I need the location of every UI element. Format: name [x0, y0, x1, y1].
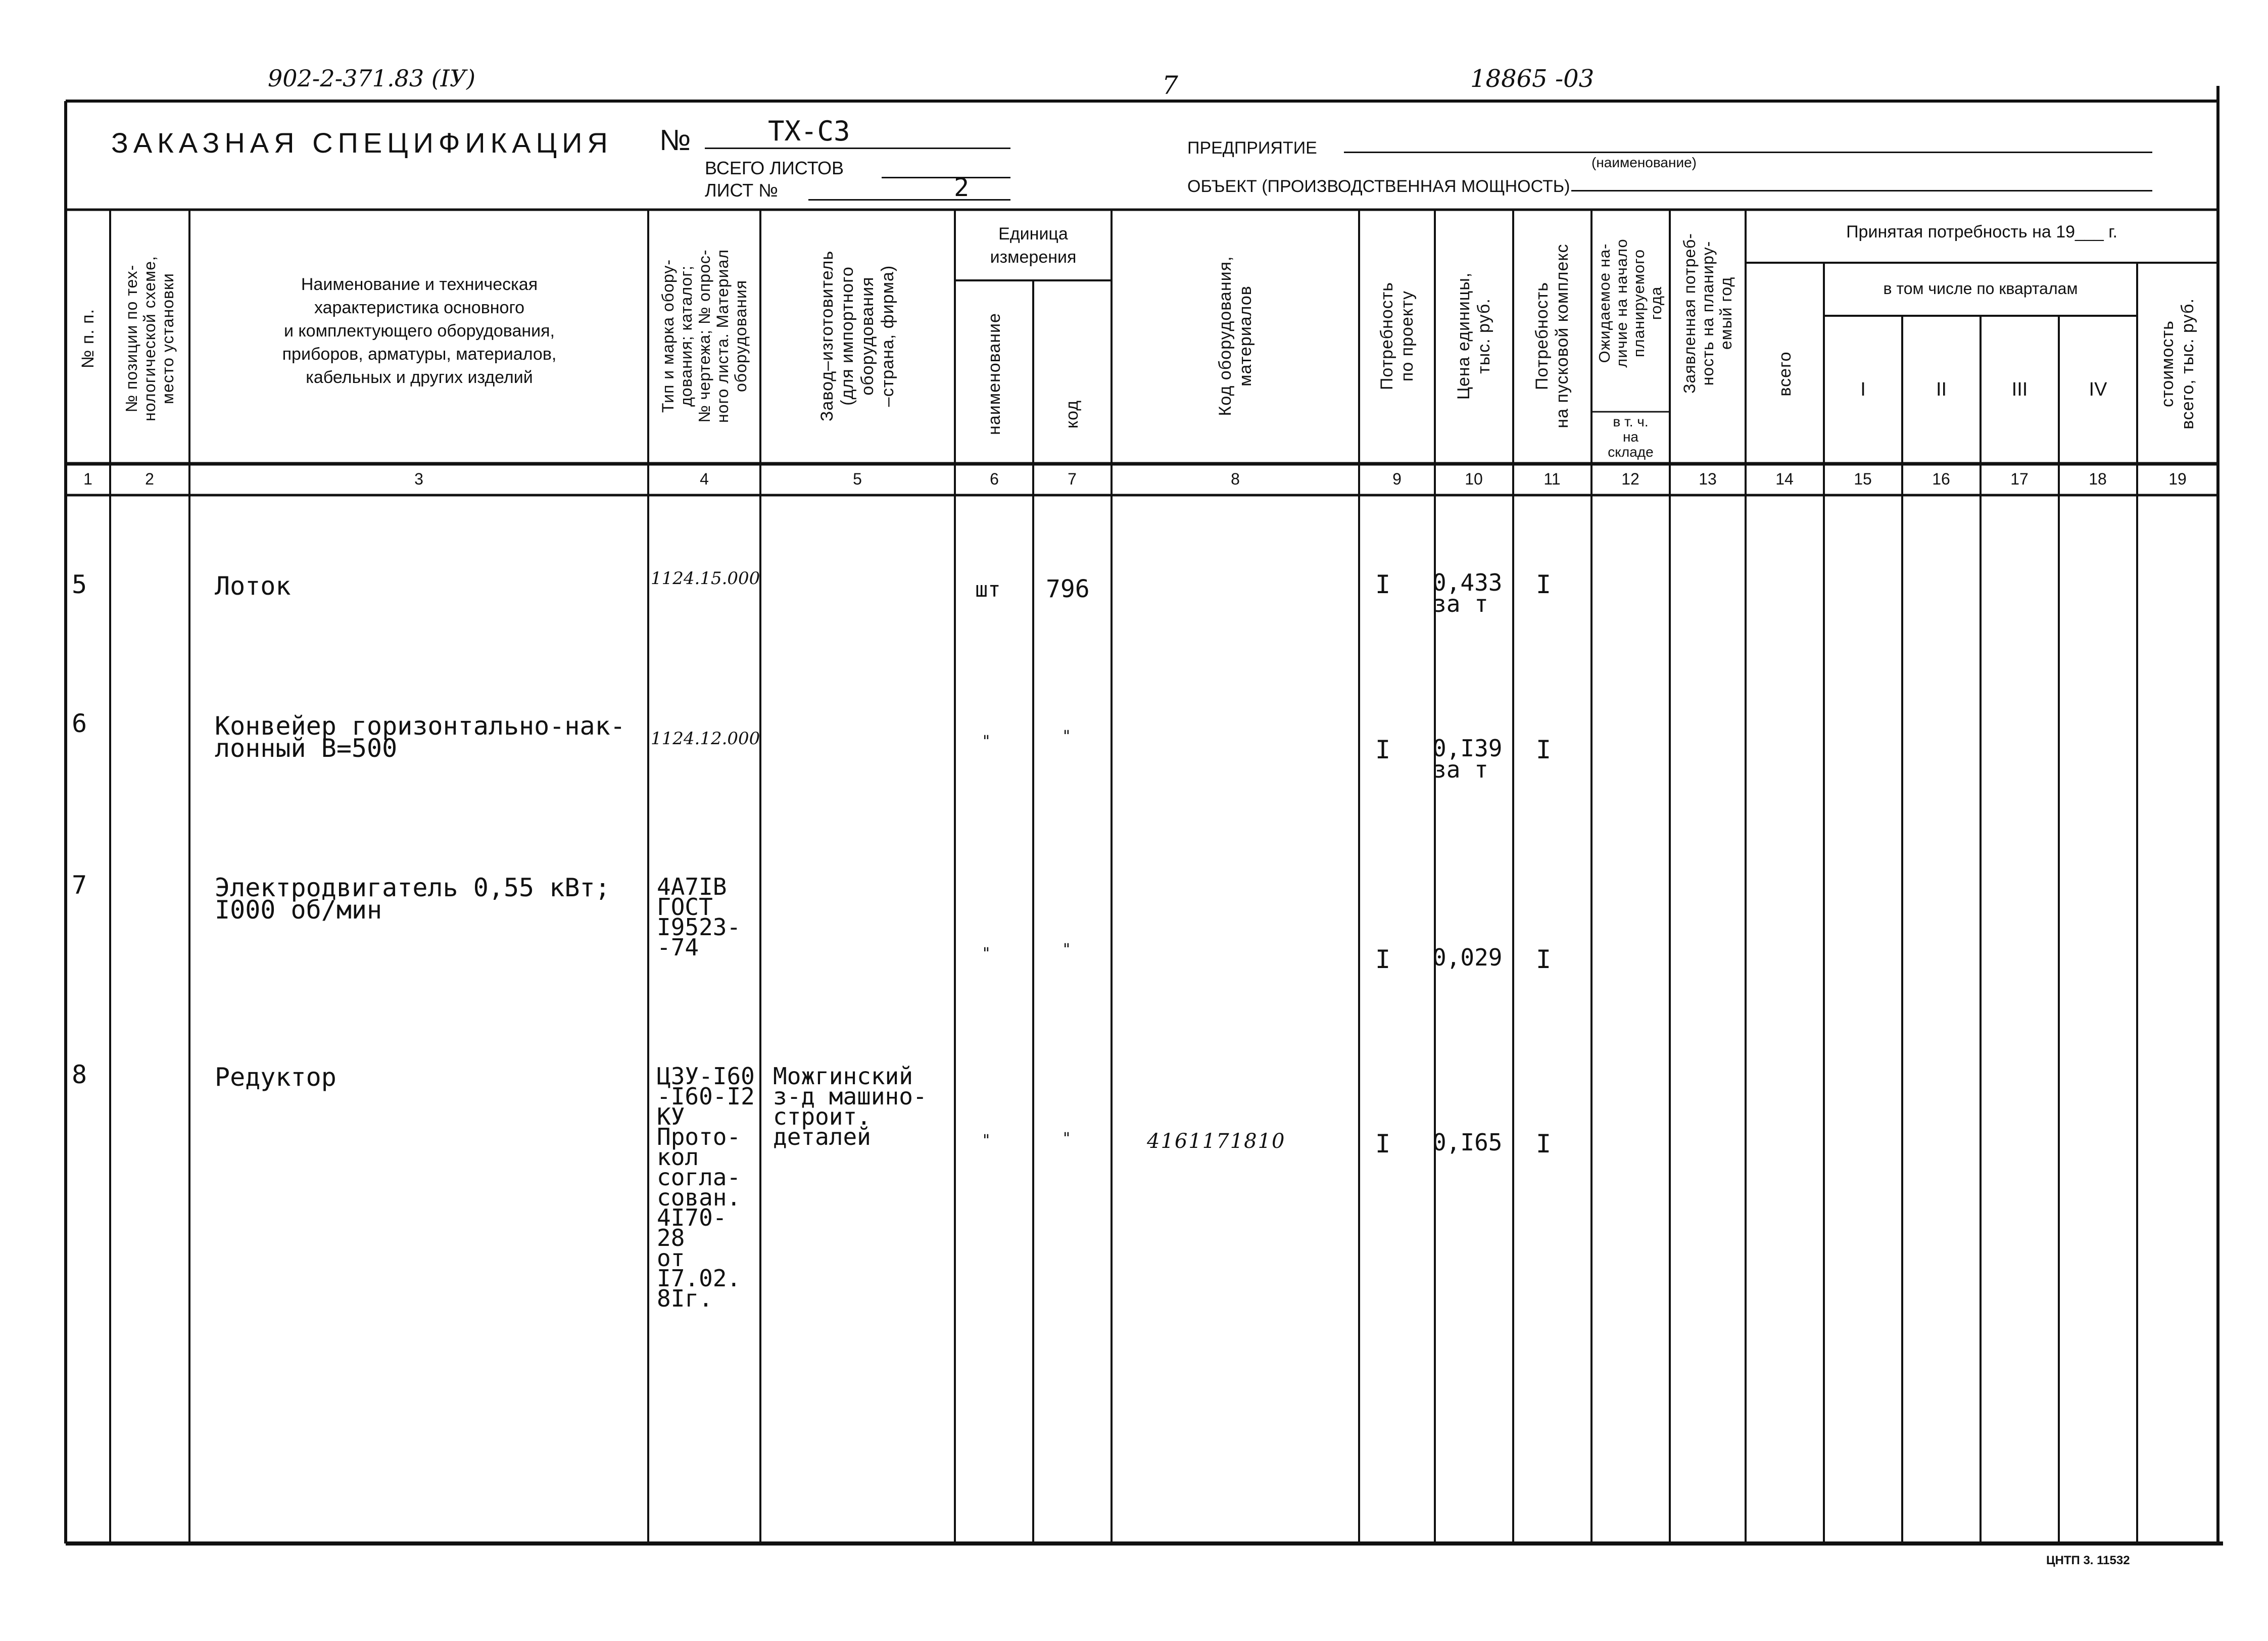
column-number-16: 16: [1932, 470, 1950, 488]
column-number-9: 9: [1392, 470, 1402, 488]
header-col-7: код: [1063, 400, 1082, 429]
header-col-10: Цена единицы, тыс. руб.: [1454, 272, 1493, 400]
header-col-8: Код оборудования, материалов: [1216, 256, 1255, 416]
row-7-unit: ": [982, 945, 991, 962]
row-8-price: 0,I65: [1432, 1129, 1503, 1156]
row-8-start: I: [1536, 1129, 1552, 1159]
row-6-unit: ": [982, 733, 991, 750]
row-5-code: 796: [1046, 575, 1090, 603]
header-quarter-3: III: [2011, 379, 2028, 400]
header-col-9: Потребность по проекту: [1377, 281, 1417, 391]
header-col-13: Заявленная потреб- ность на планиру- емый год: [1680, 233, 1735, 394]
header-col-4: Тип и марка обору- дования; каталог; № чертежа; № опрос- ного листа. Материал оборудования: [659, 249, 750, 423]
column-number-11: 11: [1543, 470, 1561, 488]
row-7-name: Электродвигатель 0,55 кВт; I000 об/мин: [215, 873, 610, 925]
document-code: 902-2-371.83 (IУ): [268, 65, 476, 92]
header-unit-group: Единица измерения: [990, 224, 1077, 267]
header-quarters: в том числе по кварталам: [1883, 279, 2078, 298]
spec-title: ЗАКАЗНАЯ СПЕЦИФИКАЦИЯ: [111, 127, 613, 159]
document-id: 18865 -03: [1470, 65, 1595, 93]
row-7-type: 4А7IВ ГОСТ I9523- -74: [657, 873, 741, 961]
row-7-code: ": [1062, 941, 1072, 958]
column-number-2: 2: [145, 470, 154, 488]
row-8-need: I: [1375, 1129, 1391, 1159]
name-hint: (наименование): [1591, 155, 1697, 170]
header-col-1: № п. п.: [78, 308, 98, 369]
row-8-equip-code: 4161171810: [1147, 1130, 1286, 1153]
row-8-code: ": [1062, 1130, 1072, 1147]
page-number: 7: [1162, 71, 1178, 100]
header-accepted: Принятая потребность на 19___ г.: [1846, 222, 2117, 242]
sheet-number: 2: [954, 173, 970, 202]
column-number-15: 15: [1854, 470, 1872, 488]
row-7-price: 0,029: [1432, 944, 1503, 971]
enterprise-label: ПРЕДПРИЯТИЕ: [1187, 138, 1317, 158]
row-5-start: I: [1536, 570, 1552, 599]
total-sheets-label: ВСЕГО ЛИСТОВ: [705, 158, 844, 178]
row-6-type: 1124.12.000: [651, 729, 760, 749]
row-8-maker: Можгинский з-д машино- строит. деталей: [773, 1063, 927, 1150]
header-col-19: стоимость всего, тыс. руб.: [2158, 298, 2197, 429]
number-sign: №: [659, 124, 691, 157]
header-quarter-4: IV: [2089, 379, 2107, 400]
row-7-need: I: [1375, 945, 1391, 974]
sheet-label: ЛИСТ №: [705, 180, 778, 201]
header-col-11: Потребность на пусковой комплекс: [1532, 244, 1572, 428]
column-number-10: 10: [1465, 470, 1483, 488]
row-5-name: Лоток: [215, 571, 291, 601]
column-number-19: 19: [2168, 470, 2187, 488]
header-col-5: Завод–изготовитель (для импортного оборудования –страна, фирма): [817, 250, 897, 422]
object-label: ОБЪЕКТ (ПРОИЗВОДСТВЕННАЯ МОЩНОСТЬ): [1187, 177, 1570, 196]
row-8-number: 8: [72, 1060, 87, 1089]
column-number-18: 18: [2089, 470, 2107, 488]
row-6-start: I: [1536, 735, 1552, 764]
row-6-number: 6: [72, 709, 87, 738]
header-col-6: наименование: [985, 313, 1004, 435]
column-number-8: 8: [1231, 470, 1240, 488]
header-col-12: Ожидаемое на- личие на начало планируемого года: [1596, 238, 1665, 368]
spec-number: ТХ-С3: [768, 115, 850, 147]
row-5-number: 5: [72, 570, 87, 599]
header-quarter-1: I: [1860, 379, 1866, 400]
row-6-name: Конвейер горизонтально-нак- лонный В=500: [215, 711, 625, 763]
footer-stamp: ЦНТП 3. 11532: [2046, 1554, 2130, 1567]
column-number-7: 7: [1068, 470, 1077, 488]
row-7-start: I: [1536, 945, 1552, 974]
row-6-price: 0,I39 за т: [1432, 735, 1503, 783]
column-number-12: 12: [1621, 470, 1639, 488]
row-6-need: I: [1375, 735, 1391, 764]
header-col-12-stock: в т. ч. на складе: [1608, 414, 1654, 460]
header-col-14: всего: [1775, 351, 1795, 397]
row-6-code: ": [1062, 728, 1072, 745]
row-7-number: 7: [72, 871, 87, 900]
header-col-3: Наименование и техническая характеристика основного и комплектующего оборудования, приборов, арматуры, материалов, кабельных и других изделий: [282, 275, 557, 387]
column-number-13: 13: [1699, 470, 1717, 488]
column-number-17: 17: [2010, 470, 2029, 488]
row-5-unit: шт: [975, 577, 1001, 602]
column-number-5: 5: [853, 470, 862, 488]
column-number-6: 6: [990, 470, 999, 488]
column-number-4: 4: [700, 470, 709, 488]
column-number-14: 14: [1775, 470, 1794, 488]
header-col-2: № позиции по тех- нологической схеме, место установки: [122, 256, 177, 421]
column-number-1: 1: [83, 470, 92, 488]
row-8-name: Редуктор: [215, 1063, 336, 1092]
row-5-need: I: [1375, 570, 1391, 599]
row-5-type: 1124.15.000: [651, 568, 760, 589]
row-8-type: Ц3У-I60 -I60-I2 КУ Прото- кол согла- сован. 4I70- 28 от I7.02. 8Iг.: [657, 1063, 755, 1312]
header-quarter-2: II: [1936, 379, 1947, 400]
column-number-3: 3: [414, 470, 423, 488]
row-5-price: 0,433 за т: [1432, 569, 1503, 617]
row-8-unit: ": [982, 1132, 991, 1149]
